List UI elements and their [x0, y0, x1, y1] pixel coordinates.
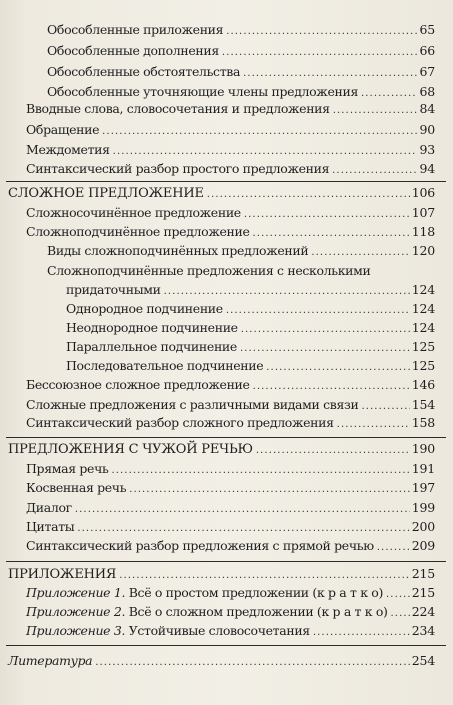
- dot-leader: [337, 416, 410, 434]
- dot-leader: [266, 359, 409, 377]
- toc-entry-title: Косвенная речь: [26, 480, 127, 495]
- toc-entry-title: Литература: [8, 653, 93, 668]
- dot-leader: [391, 605, 410, 623]
- dot-leader: [311, 244, 409, 262]
- dot-leader: [244, 206, 410, 224]
- toc-entry[interactable]: [47, 242, 435, 260]
- toc-entry[interactable]: [47, 42, 435, 60]
- toc-entry-page: 94: [419, 161, 435, 176]
- toc-entry-title: ПРИЛОЖЕНИЯ: [8, 567, 117, 582]
- dot-leader: [102, 123, 417, 141]
- dot-leader: [253, 378, 410, 396]
- toc-entry-page: 197: [411, 480, 435, 495]
- toc-entry[interactable]: [26, 537, 435, 555]
- toc-entry-page: 124: [411, 320, 435, 335]
- toc-entry-title: Синтаксический разбор предложения с прямой речью: [26, 538, 374, 553]
- appendix-label: Приложение 3.: [26, 623, 126, 638]
- toc-entry[interactable]: [47, 21, 435, 39]
- appendix-label: Приложение 2.: [26, 604, 126, 619]
- dot-leader: [77, 520, 409, 538]
- toc-entry[interactable]: [26, 100, 435, 118]
- toc-entry-page: 125: [411, 358, 435, 373]
- toc-entry-page: 107: [411, 205, 435, 220]
- dot-leader: [226, 302, 410, 320]
- toc-entry-page: 120: [411, 243, 435, 258]
- toc-entry-title: Обращение: [26, 122, 100, 137]
- section-divider: [6, 437, 446, 438]
- dot-leader: [256, 442, 410, 460]
- toc-entry[interactable]: [26, 223, 435, 241]
- toc-entry-page: 190: [411, 441, 435, 456]
- dot-leader: [222, 44, 418, 62]
- appendix-label: Приложение 1.: [26, 585, 126, 600]
- dot-leader: [333, 102, 418, 120]
- section-divider: [6, 561, 446, 562]
- toc-entry-page: 254: [411, 653, 435, 668]
- toc-entry-page: 191: [411, 461, 435, 476]
- toc-entry-title: придаточными: [66, 282, 161, 297]
- toc-entry-title: Виды сложноподчинённых предложений: [47, 243, 309, 258]
- toc-entry-title: Сложносочинённое предложение: [26, 205, 241, 220]
- dot-leader: [207, 186, 410, 204]
- toc-entry-page: 215: [411, 566, 435, 581]
- toc-entry-page: 215: [411, 585, 435, 600]
- toc-entry-page: 124: [411, 301, 435, 316]
- dot-leader: [113, 143, 418, 161]
- toc-entry[interactable]: [66, 357, 435, 375]
- dot-leader: [241, 321, 410, 339]
- toc-entry[interactable]: [26, 141, 435, 159]
- toc-entry[interactable]: [47, 262, 435, 280]
- dot-leader: [386, 586, 410, 604]
- dot-leader: [253, 225, 410, 243]
- toc-entry[interactable]: [66, 300, 435, 318]
- toc-entry[interactable]: [8, 652, 435, 670]
- toc-entry[interactable]: [26, 499, 435, 517]
- toc-entry-title: Всё о простом предложении (к р а т к о): [128, 585, 384, 600]
- dot-leader: [243, 65, 417, 83]
- toc-entry-page: 224: [411, 604, 435, 619]
- toc-entry-title: СЛОЖНОЕ ПРЕДЛОЖЕНИЕ: [8, 186, 204, 201]
- section-divider: [6, 645, 446, 646]
- toc-entry-title: Последовательное подчинение: [66, 358, 264, 373]
- toc-entry-page: 125: [411, 339, 435, 354]
- dot-leader: [111, 462, 409, 480]
- toc-entry[interactable]: [26, 518, 435, 536]
- toc-entry[interactable]: [66, 281, 435, 299]
- toc-entry-page: 154: [411, 397, 435, 412]
- toc-entry-title: Обособленные уточняющие члены предложения: [47, 84, 358, 99]
- toc-entry[interactable]: [66, 319, 435, 337]
- toc-entry-page: 234: [411, 623, 435, 638]
- toc-entry-title: Синтаксический разбор простого предложения: [26, 161, 330, 176]
- toc-entry-page: 65: [419, 22, 435, 37]
- toc-entry-page: 66: [419, 43, 435, 58]
- toc-entry[interactable]: [26, 622, 435, 640]
- toc-entry[interactable]: [26, 414, 435, 432]
- toc-entry[interactable]: [66, 338, 435, 356]
- toc-entry[interactable]: [26, 376, 435, 394]
- toc-entry-page: 146: [411, 377, 435, 392]
- toc-entry-page: 124: [411, 282, 435, 297]
- toc-entry-page: 93: [419, 142, 435, 157]
- toc-entry-title: Обособленные приложения: [47, 22, 224, 37]
- dot-leader: [164, 283, 410, 301]
- toc-entry[interactable]: [26, 584, 435, 602]
- dot-leader: [332, 162, 417, 180]
- toc-entry-page: 200: [411, 519, 435, 534]
- dot-leader: [240, 340, 410, 358]
- toc-entry[interactable]: [47, 63, 435, 81]
- toc-entry-title: Синтаксический разбор сложного предложения: [26, 415, 334, 430]
- toc-section-heading[interactable]: [8, 184, 435, 202]
- toc-entry-title: Прямая речь: [26, 461, 109, 476]
- dot-leader: [129, 481, 410, 499]
- toc-entry-page: 199: [411, 500, 435, 515]
- toc-section-heading[interactable]: [8, 565, 435, 583]
- toc-entry-page: 67: [419, 64, 435, 79]
- toc-entry[interactable]: [26, 603, 435, 621]
- toc-entry[interactable]: [26, 396, 435, 414]
- toc-entry-page: 118: [411, 224, 435, 239]
- toc-entry-title: Сложноподчинённые предложения с несколькими: [47, 263, 371, 278]
- toc-entry-title: Параллельное подчинение: [66, 339, 237, 354]
- toc-entry-title: Бессоюзное сложное предложение: [26, 377, 250, 392]
- toc-entry-title: Сложноподчинённое предложение: [26, 224, 250, 239]
- toc-entry-title: Сложные предложения с различными видами связи: [26, 397, 359, 412]
- toc-entry[interactable]: [47, 83, 435, 101]
- toc-section-heading[interactable]: [8, 440, 435, 458]
- section-divider: [6, 181, 446, 182]
- dot-leader: [226, 23, 417, 41]
- toc-entry-title: Обособленные обстоятельства: [47, 64, 241, 79]
- toc-entry[interactable]: [26, 204, 435, 222]
- dot-leader: [119, 567, 410, 585]
- toc-entry-page: 68: [419, 84, 435, 99]
- toc-entry-title: Вводные слова, словосочетания и предложения: [26, 101, 330, 116]
- toc-entry-title: Междометия: [26, 142, 110, 157]
- toc-entry-title: Цитаты: [26, 519, 75, 534]
- toc-entry-title: ПРЕДЛОЖЕНИЯ С ЧУЖОЙ РЕЧЬЮ: [8, 442, 253, 457]
- toc-entry[interactable]: [26, 479, 435, 497]
- dot-leader: [95, 654, 409, 672]
- toc-entry-title: Диалог: [26, 500, 72, 515]
- dot-leader: [313, 624, 410, 642]
- toc-entry-page: 90: [419, 122, 435, 137]
- toc-entry[interactable]: [26, 160, 435, 178]
- toc-entry-page: 209: [411, 538, 435, 553]
- toc-entry-title: Всё о сложном предложении (к р а т к о): [128, 604, 388, 619]
- dot-leader: [75, 501, 410, 519]
- toc-entry[interactable]: [26, 121, 435, 139]
- toc-entry-page: 106: [411, 185, 435, 200]
- toc-entry-title: Однородное подчинение: [66, 301, 223, 316]
- toc-entry-page: 158: [411, 415, 435, 430]
- toc-entry-title: Обособленные дополнения: [47, 43, 219, 58]
- dot-leader: [377, 539, 410, 557]
- toc-entry[interactable]: [26, 460, 435, 478]
- toc-entry-title: Устойчивые словосочетания: [128, 623, 310, 638]
- toc-entry-title: Неоднородное подчинение: [66, 320, 238, 335]
- toc-entry-page: 84: [419, 101, 435, 116]
